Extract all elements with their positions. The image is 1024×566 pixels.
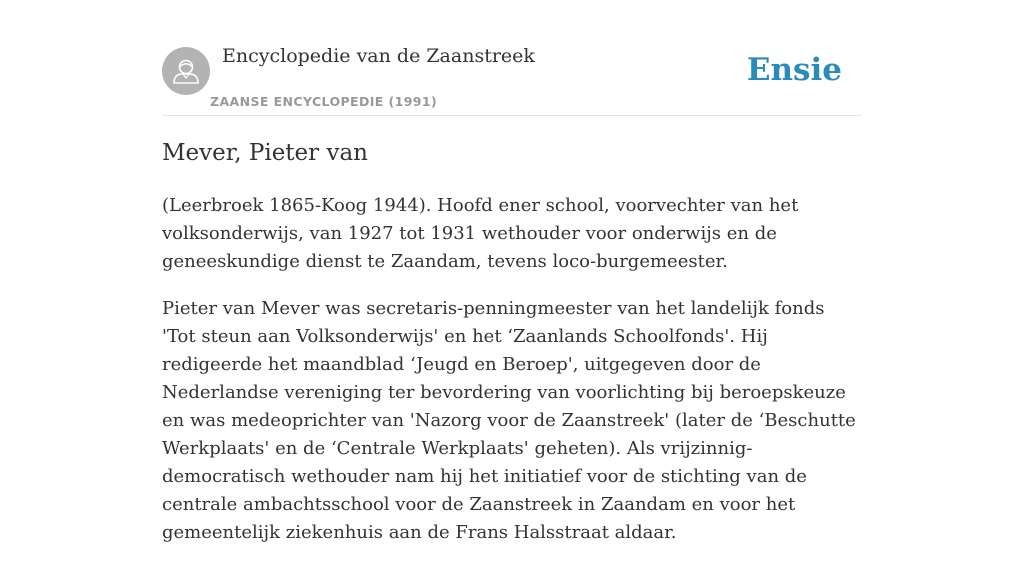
article-body [162, 192, 862, 566]
source-title[interactable]: Encyclopedie van de Zaanstreek [222, 45, 535, 67]
avatar[interactable] [162, 47, 210, 95]
user-placeholder-icon [162, 47, 210, 95]
brand-logo[interactable]: Ensie [746, 52, 842, 88]
article-paragraph: Pieter van Mever was secretaris-penningmeester van het landelijk fonds 'Tot steun aan Volksonderwijs' en het ‘Zaanlands Schoolfonds'. Hij redigeerde het maandblad ‘Jeugd en Beroep', uitgegeven door de Nederlandse vereniging ter bevordering van voorlichting bij beroepskeuze en was medeoprichter van 'Nazorg voor de Zaanstreek' (later de ‘Beschutte Werkplaats' en de ‘Centrale Werkplaats' geheten). Als vrijzinnig-democratisch wethouder nam hij het initiatief voor de stichting van de centrale ambachtsschool voor de Zaanstreek in Zaandam en voor het gemeentelijk ziekenhuis aan de Frans Halsstraat aldaar. [162, 298, 856, 543]
page-title: Mever, Pieter van [162, 140, 368, 166]
article-paragraph: (Leerbroek 1865-Koog 1944). Hoofd ener school, voorvechter van het volksonderwijs, van 1927 tot 1931 wethouder voor onderwijs en de geneeskundige dienst te Zaandam, tevens loco-burgemeester. [162, 195, 799, 272]
content-container [162, 0, 862, 543]
source-subtitle-link[interactable]: ZAANSE ENCYCLOPEDIE (1991) [210, 94, 438, 109]
source-header [162, 0, 862, 116]
